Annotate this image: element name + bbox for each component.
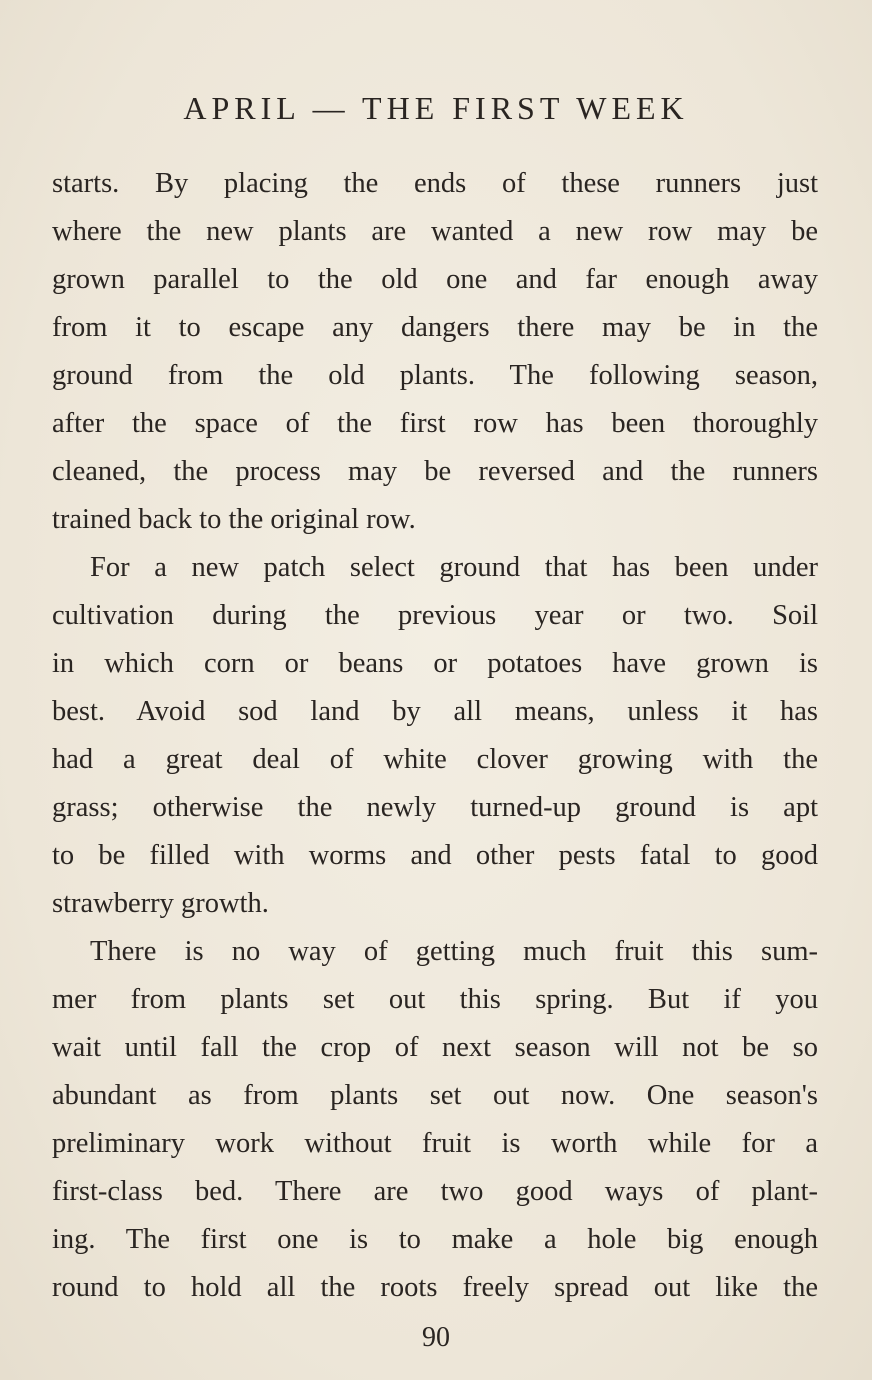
text-line: to be filled with worms and other pests fatal to good xyxy=(52,840,818,871)
text-line: preliminary work without fruit is worth while for a xyxy=(52,1128,818,1159)
text-line: abundant as from plants set out now. One season's xyxy=(52,1080,818,1111)
text-line: had a great deal of white clover growing with the xyxy=(52,744,818,775)
text-line: There is no way of getting much fruit this sum- xyxy=(90,936,818,967)
body-text xyxy=(52,160,818,1312)
text-line: grass; otherwise the newly turned-up ground is apt xyxy=(52,792,818,823)
paragraph-3 xyxy=(52,928,818,1312)
text-line: round to hold all the roots freely spread out like the xyxy=(52,1272,818,1303)
text-line: strawberry growth. xyxy=(52,888,269,919)
text-line: where the new plants are wanted a new row may be xyxy=(52,216,818,247)
text-line: ground from the old plants. The following season, xyxy=(52,360,818,391)
text-line: mer from plants set out this spring. But if you xyxy=(52,984,818,1015)
paragraph-2 xyxy=(52,544,818,928)
text-line: ing. The first one is to make a hole big enough xyxy=(52,1224,818,1255)
running-header: APRIL — THE FIRST WEEK xyxy=(183,90,689,126)
paragraph-1 xyxy=(52,160,818,544)
text-line: starts. By placing the ends of these runners just xyxy=(52,168,818,199)
text-line: wait until fall the crop of next season will not be so xyxy=(52,1032,818,1063)
text-line: cleaned, the process may be reversed and the runners xyxy=(52,456,818,487)
text-line: trained back to the original row. xyxy=(52,504,416,535)
text-line: For a new patch select ground that has been under xyxy=(90,552,818,583)
text-line: in which corn or beans or potatoes have grown is xyxy=(52,648,818,679)
text-line: grown parallel to the old one and far enough away xyxy=(52,264,818,295)
text-line: cultivation during the previous year or two. Soil xyxy=(52,600,818,631)
text-line: best. Avoid sod land by all means, unless it has xyxy=(52,696,818,727)
page-number: 90 xyxy=(422,1322,450,1353)
text-line: after the space of the first row has been thoroughly xyxy=(52,408,818,439)
text-line: first-class bed. There are two good ways of plant- xyxy=(52,1176,818,1207)
text-line: from it to escape any dangers there may be in the xyxy=(52,312,818,343)
